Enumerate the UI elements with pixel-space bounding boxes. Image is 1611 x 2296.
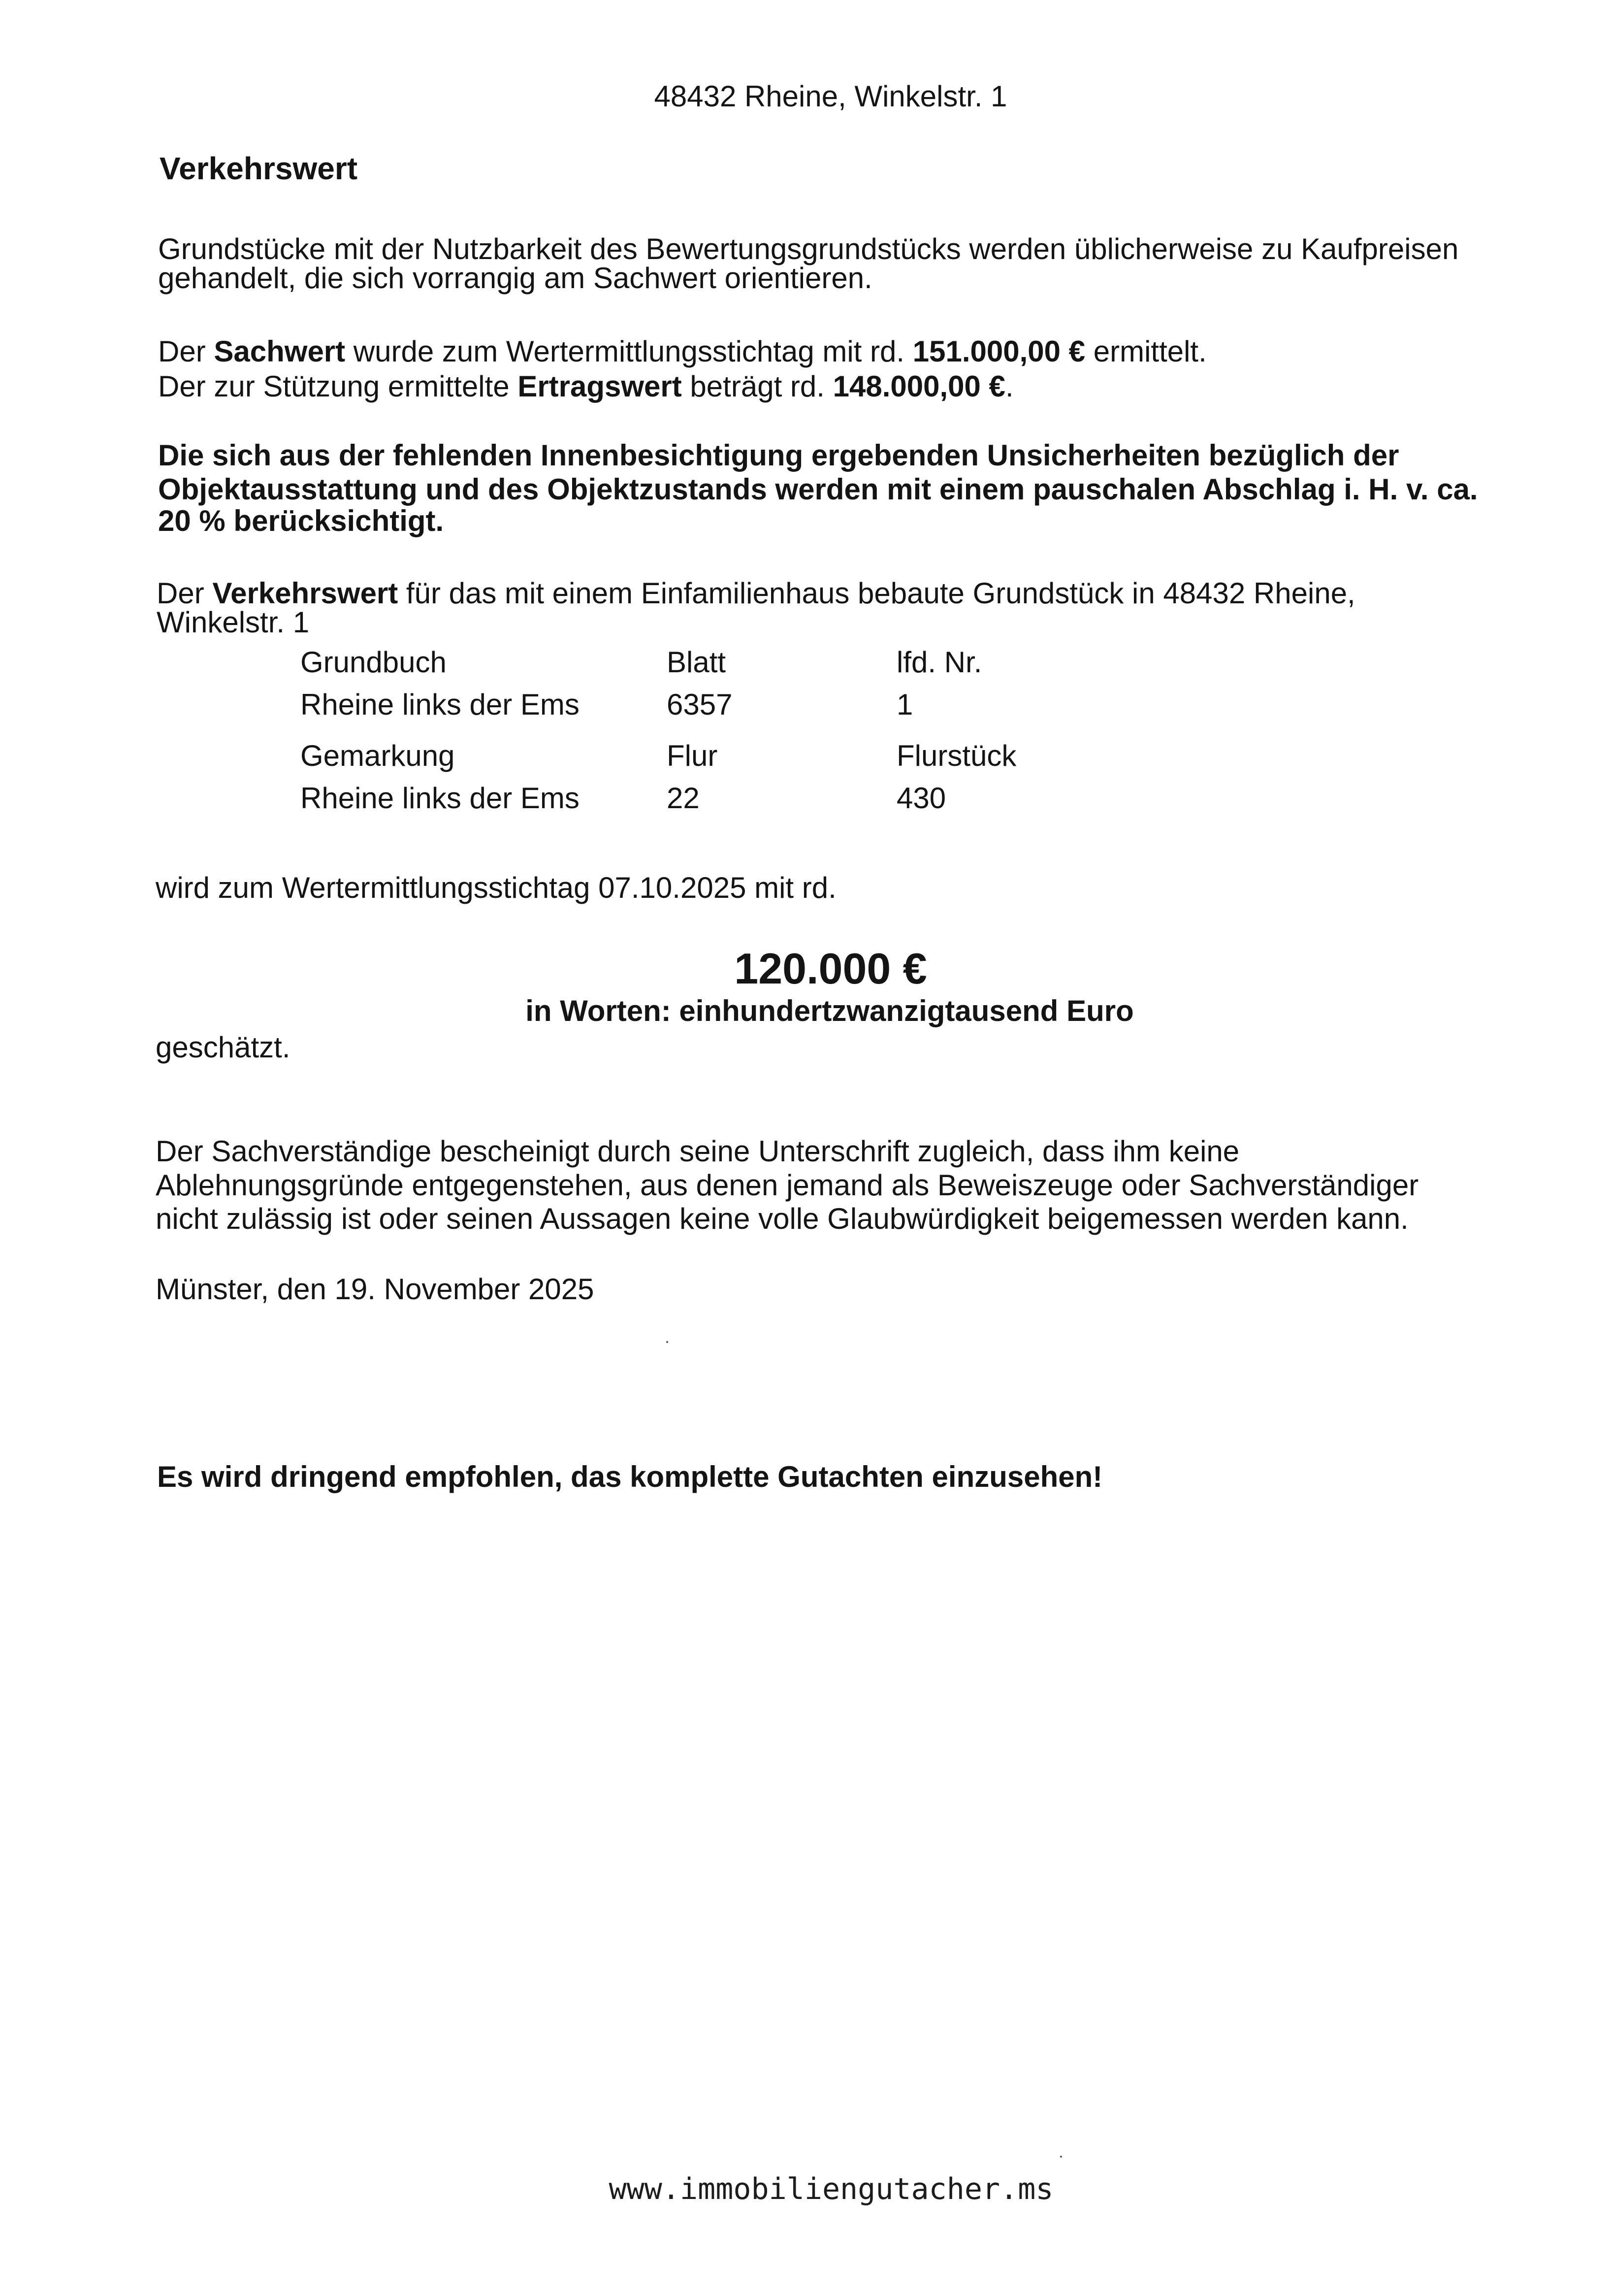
cadastre-value-gemarkung: Rheine links der Ems (300, 782, 580, 815)
discount-note-line: Objektausstattung und des Objektzustands werden mit einem pauschalen Abschlag i. H. v. ca. (158, 473, 1478, 506)
recommendation-note: Es wird dringend empfohlen, das komplette Gutachten einzusehen! (157, 1460, 1103, 1493)
cadastre-header-flurstueck: Flurstück (897, 739, 1017, 772)
land-register-header-grundbuch: Grundbuch (300, 646, 447, 679)
declaration-line: Ablehnungsgründe entgegenstehen, aus denen jemand als Beweiszeuge oder Sachverständiger (156, 1169, 1419, 1202)
ertragswert-term: Ertragswert (517, 370, 682, 403)
sachwert-line (158, 334, 1207, 368)
property-text: für das mit einem Einfamilienhaus bebaute Grundstück in 48432 Rheine, (398, 577, 1355, 610)
sachwert-term: Sachwert (214, 335, 346, 368)
land-register-value-grundbuch: Rheine links der Ems (300, 688, 580, 721)
property-line-continuation: Winkelstr. 1 (157, 606, 310, 639)
cadastre-value-flurstueck: 430 (897, 782, 946, 815)
scan-speck (666, 1341, 668, 1343)
land-register-value-blatt: 6357 (667, 688, 733, 721)
section-title: Verkehrswert (160, 151, 358, 186)
address-header: 48432 Rheine, Winkelstr. 1 (654, 80, 1007, 113)
intro-line: gehandelt, die sich vorrangig am Sachwert orientieren. (158, 262, 872, 295)
sachwert-text: wurde zum Wertermittlungsstichtag mit rd. (345, 335, 913, 368)
ertragswert-amount: 148.000,00 € (833, 370, 1005, 403)
ertragswert-prefix: Der zur Stützung ermittelte (158, 370, 518, 403)
footer-url: www.immobiliengutacher.ms (609, 2172, 1054, 2206)
ertragswert-text: beträgt rd. (681, 370, 833, 403)
property-term: Verkehrswert (212, 577, 398, 610)
land-register-header-lfd-nr: lfd. Nr. (897, 646, 982, 679)
sachwert-prefix: Der (158, 335, 214, 368)
market-value-words: in Worten: einhundertzwanzigtausend Euro (525, 994, 1134, 1027)
declaration-line: Der Sachverständige bescheinigt durch seine Unterschrift zugleich, dass ihm keine (156, 1135, 1240, 1168)
cadastre-header-flur: Flur (667, 739, 718, 772)
land-register-value-lfd-nr: 1 (897, 688, 913, 721)
property-prefix: Der (157, 577, 213, 610)
discount-note-line: Die sich aus der fehlenden Innenbesichtigung ergebenden Unsicherheiten bezüglich der (158, 439, 1399, 472)
property-line (157, 576, 1355, 610)
land-register-header-blatt: Blatt (667, 646, 726, 679)
intro-line: Grundstücke mit der Nutzbarkeit des Bewertungsgrundstücks werden üblicherweise zu Kaufpreisen (158, 232, 1459, 265)
place-date: Münster, den 19. November 2025 (156, 1273, 594, 1306)
estimated-label: geschätzt. (156, 1031, 290, 1064)
valuation-date-line: wird zum Wertermittlungsstichtag 07.10.2025 mit rd. (156, 871, 837, 904)
declaration-line: nicht zulässig ist oder seinen Aussagen keine volle Glaubwürdigkeit beigemessen werden kann. (156, 1202, 1409, 1235)
market-value-amount: 120.000 € (734, 944, 927, 993)
ertragswert-suffix: . (1005, 370, 1014, 403)
discount-note-line: 20 % berücksichtigt. (158, 504, 444, 537)
cadastre-value-flur: 22 (667, 782, 700, 815)
sachwert-suffix: ermittelt. (1085, 335, 1207, 368)
cadastre-header-gemarkung: Gemarkung (300, 739, 455, 772)
ertragswert-line (158, 369, 1014, 403)
scan-speck (1060, 2156, 1062, 2158)
sachwert-amount: 151.000,00 € (912, 335, 1086, 368)
